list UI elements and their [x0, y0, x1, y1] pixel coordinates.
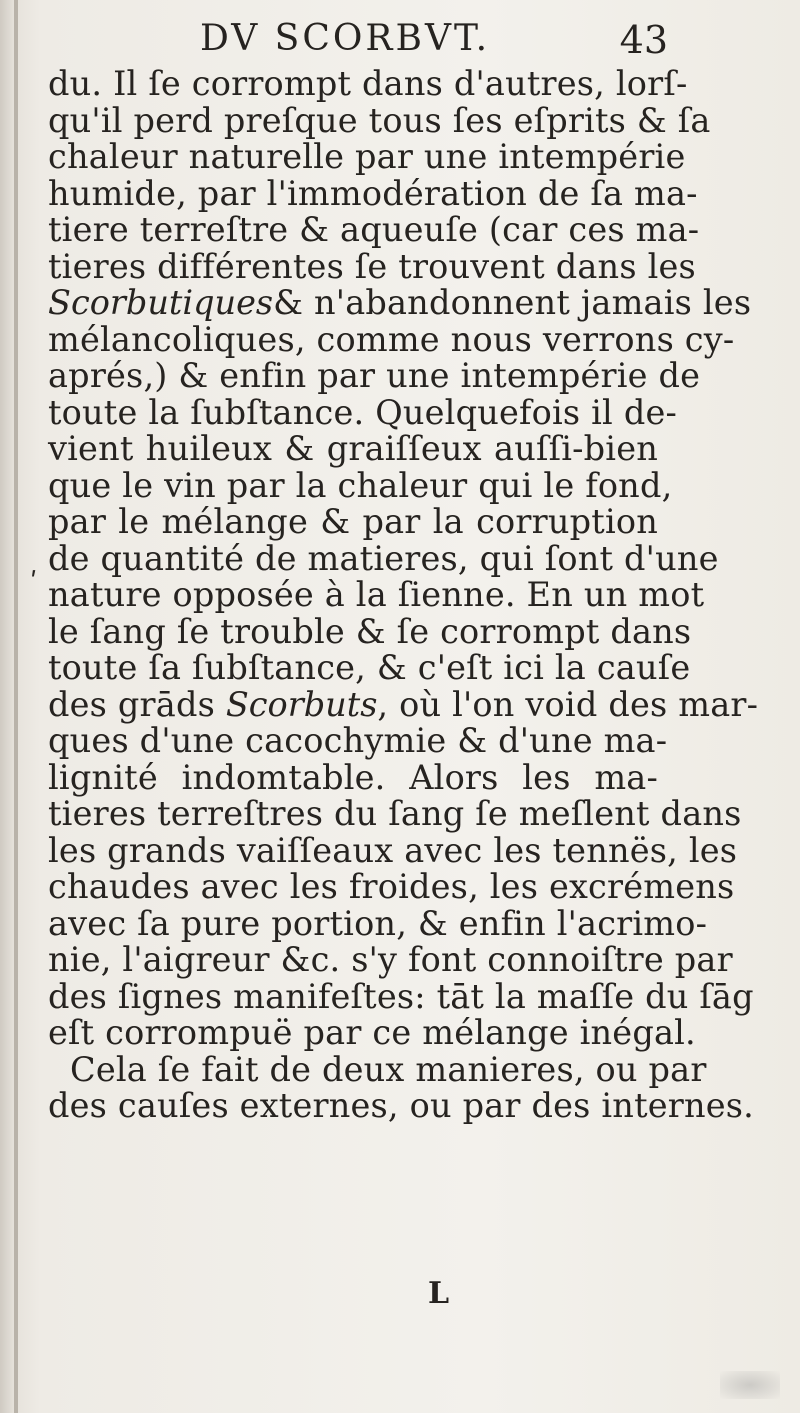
- text-line: vient huileux & graiſſeux auſſi-bien: [48, 429, 658, 468]
- text-line: que le vin par la chaleur qui le fond,: [48, 465, 673, 505]
- page-header: [0, 18, 800, 68]
- text-line: du. Il ſe corrompt dans d'autres, lorſ-: [48, 64, 688, 103]
- text-line: Cela ſe fait de deux manieres, ou par: [70, 1049, 707, 1089]
- text-line: tieres différentes ſe trouvent dans les: [48, 246, 696, 286]
- text-line: mélancoliques, comme nous verrons cy-: [48, 319, 735, 359]
- text-line: des grāds Scorbuts, où l'on void des mar-: [48, 684, 759, 724]
- text-line: tiere terreſtre & aqueuſe (car ces ma-: [48, 210, 700, 249]
- text-line: le ſang ſe trouble & ſe corrompt dans: [48, 611, 692, 651]
- text-line: aprés,) & enfin par une intempérie de: [48, 356, 701, 395]
- text-line: eſt corrompuë par ce mélange inégal.: [48, 1013, 696, 1052]
- text-line: nie, l'aigreur &c. s'y font connoiſtre par: [48, 940, 733, 979]
- signature-mark: L: [428, 1276, 450, 1311]
- body-text: [48, 64, 759, 1125]
- text-line: de quantité de matieres, qui ſont d'une: [48, 538, 719, 578]
- margin-mark: ʹ: [30, 568, 38, 598]
- text-line: lignité indomtable. Alors les ma-: [48, 757, 658, 797]
- paper-stain: [720, 1371, 780, 1399]
- text-line: des ſignes manifeſtes: tāt la maſſe du ſāg: [48, 976, 754, 1016]
- text-line: par le mélange & par la corruption: [48, 502, 658, 541]
- text-line: qu'il perd preſque tous ſes eſprits & ſa: [48, 100, 711, 140]
- text-line: des cauſes externes, ou par des internes.: [48, 1086, 755, 1125]
- text-line: avec ſa pure portion, & enfin l'acrimo-: [48, 903, 708, 943]
- text-line: chaleur naturelle par une intempérie: [48, 137, 686, 176]
- running-head: DV SCORBVT.: [200, 18, 491, 59]
- text-line: toute la ſubſtance. Quelquefois il de-: [48, 392, 678, 432]
- text-line: toute ſa ſubſtance, & c'eſt ici la cauſe: [48, 648, 691, 687]
- text-line: Scorbutiques& n'abandonnent jamais les: [48, 283, 752, 322]
- text-line: humide, par l'immodération de ſa ma-: [48, 173, 698, 213]
- page-gutter: [14, 0, 18, 1413]
- text-line: chaudes avec les froides, les excrémens: [48, 867, 735, 906]
- page-number: 43: [619, 18, 668, 62]
- text-line: ques d'une cacochymie & d'une ma-: [48, 721, 668, 760]
- text-line: nature opposée à la ſienne. En un mot: [48, 575, 705, 614]
- text-line: les grands vaiſſeaux avec les tennës, les: [48, 830, 738, 870]
- text-line: tieres terreſtres du ſang ſe meſlent dans: [48, 794, 742, 833]
